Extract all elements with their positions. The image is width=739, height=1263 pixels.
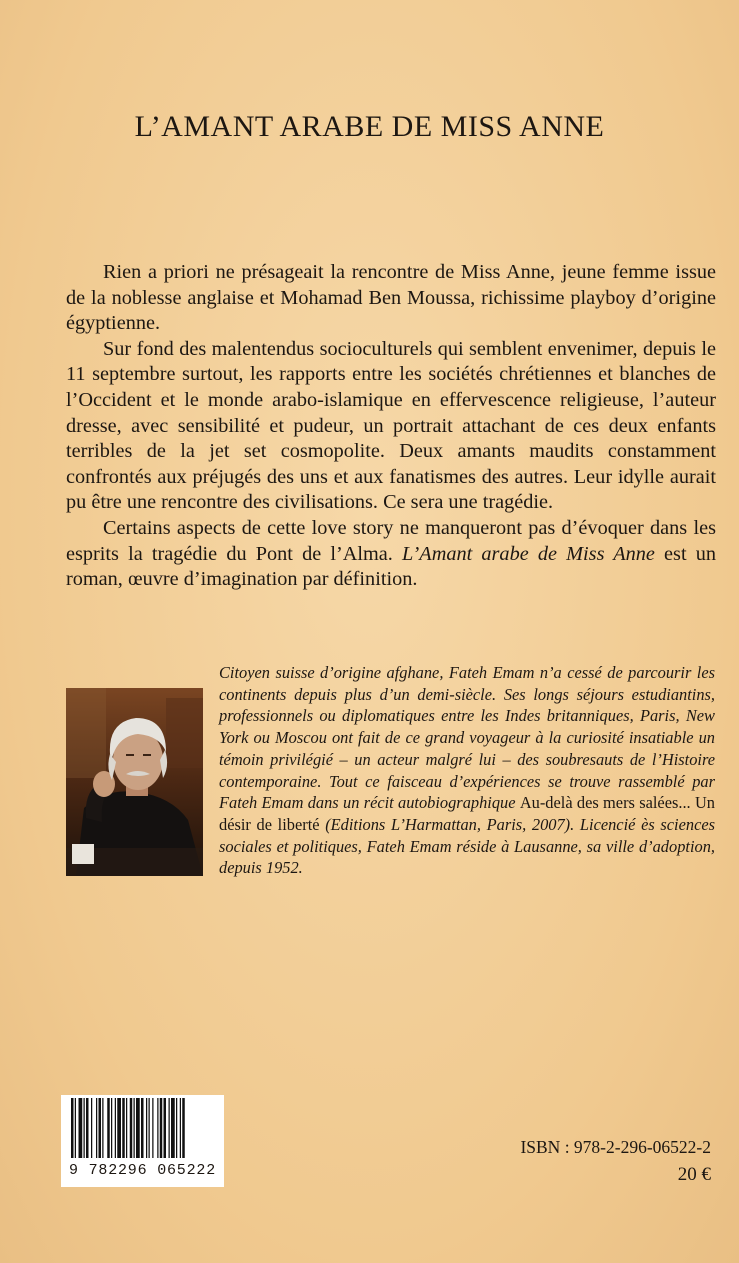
bio-book-title: Au-delà des mers salées... Un désir de liberté	[219, 793, 715, 834]
blurb-paragraph-3	[66, 516, 716, 593]
bio-part-2: (Editions L’Harmattan, Paris, 2007). Licencié ès sciences sociales et politiques, Fateh Emam réside à Lausanne, sa ville d’adoption, depuis 1952.	[219, 814, 715, 878]
blurb-paragraph-1: Rien a priori ne présageait la rencontre de Miss Anne, jeune femme issue de la noblesse anglaise et Mohamad Ben Moussa, richissime playboy d’origine égyptienne.	[66, 261, 716, 335]
author-biography	[219, 662, 715, 879]
blurb-p3-start: Certains aspects de cette love story ne manqueront pas d’évoquer dans les esprits la tragédie du Pont de l’Alma.	[66, 516, 716, 565]
barcode	[61, 1095, 224, 1187]
author-portrait-illustration	[66, 688, 203, 876]
blurb-p3-book-title: L’Amant arabe de Miss Anne	[402, 542, 655, 565]
author-photo	[66, 688, 203, 876]
price-label: 20 €	[677, 1164, 711, 1185]
blurb-p3-end: est un roman, œuvre d’imagination par définition.	[66, 542, 716, 591]
isbn-label: ISBN : 978-2-296-06522-2	[520, 1137, 711, 1157]
blurb-paragraph-2: Sur fond des malentendus socioculturels qui semblent envenimer, depuis le 11 septembre surtout, les rapports entre les sociétés chrétiennes et blanches de l’Occident et le monde arabo-islamique en effervescence religieuse, l’auteur dresse, avec sensibilité et pudeur, un portrait attachant de ces deux enfants terribles de la jet set cosmopolite. Deux amants maudits constamment confrontés aux préjugés des uns et aux fanatismes des autres. Leur idylle aurait pu être une rencontre des civilisations. Ce sera une tragédie.	[66, 337, 716, 514]
book-title: L’AMANT ARABE DE MISS ANNE	[134, 110, 605, 143]
back-cover-blurb	[66, 260, 716, 593]
bio-paragraph	[219, 662, 715, 879]
barcode-number: 9 782296 065222	[68, 1162, 217, 1179]
bio-part-1: Citoyen suisse d’origine afghane, Fateh Emam n’a cessé de parcourir les continents depuis plus d’un demi-siècle. Ses longs séjours estudiantins, professionnels ou diplomatiques entre les Indes britanniques, Paris, New York ou Moscou ont fait de ce grand voyageur à la curiosité insatiable un témoin privilégié – un acteur malgré lui – des soubresauts de l’Histoire contemporaine. Tout ce faisceau d’expériences se trouve rassemblé par Fateh Emam dans un récit autobiographique	[219, 663, 715, 813]
barcode-bars	[61, 1095, 224, 1161]
